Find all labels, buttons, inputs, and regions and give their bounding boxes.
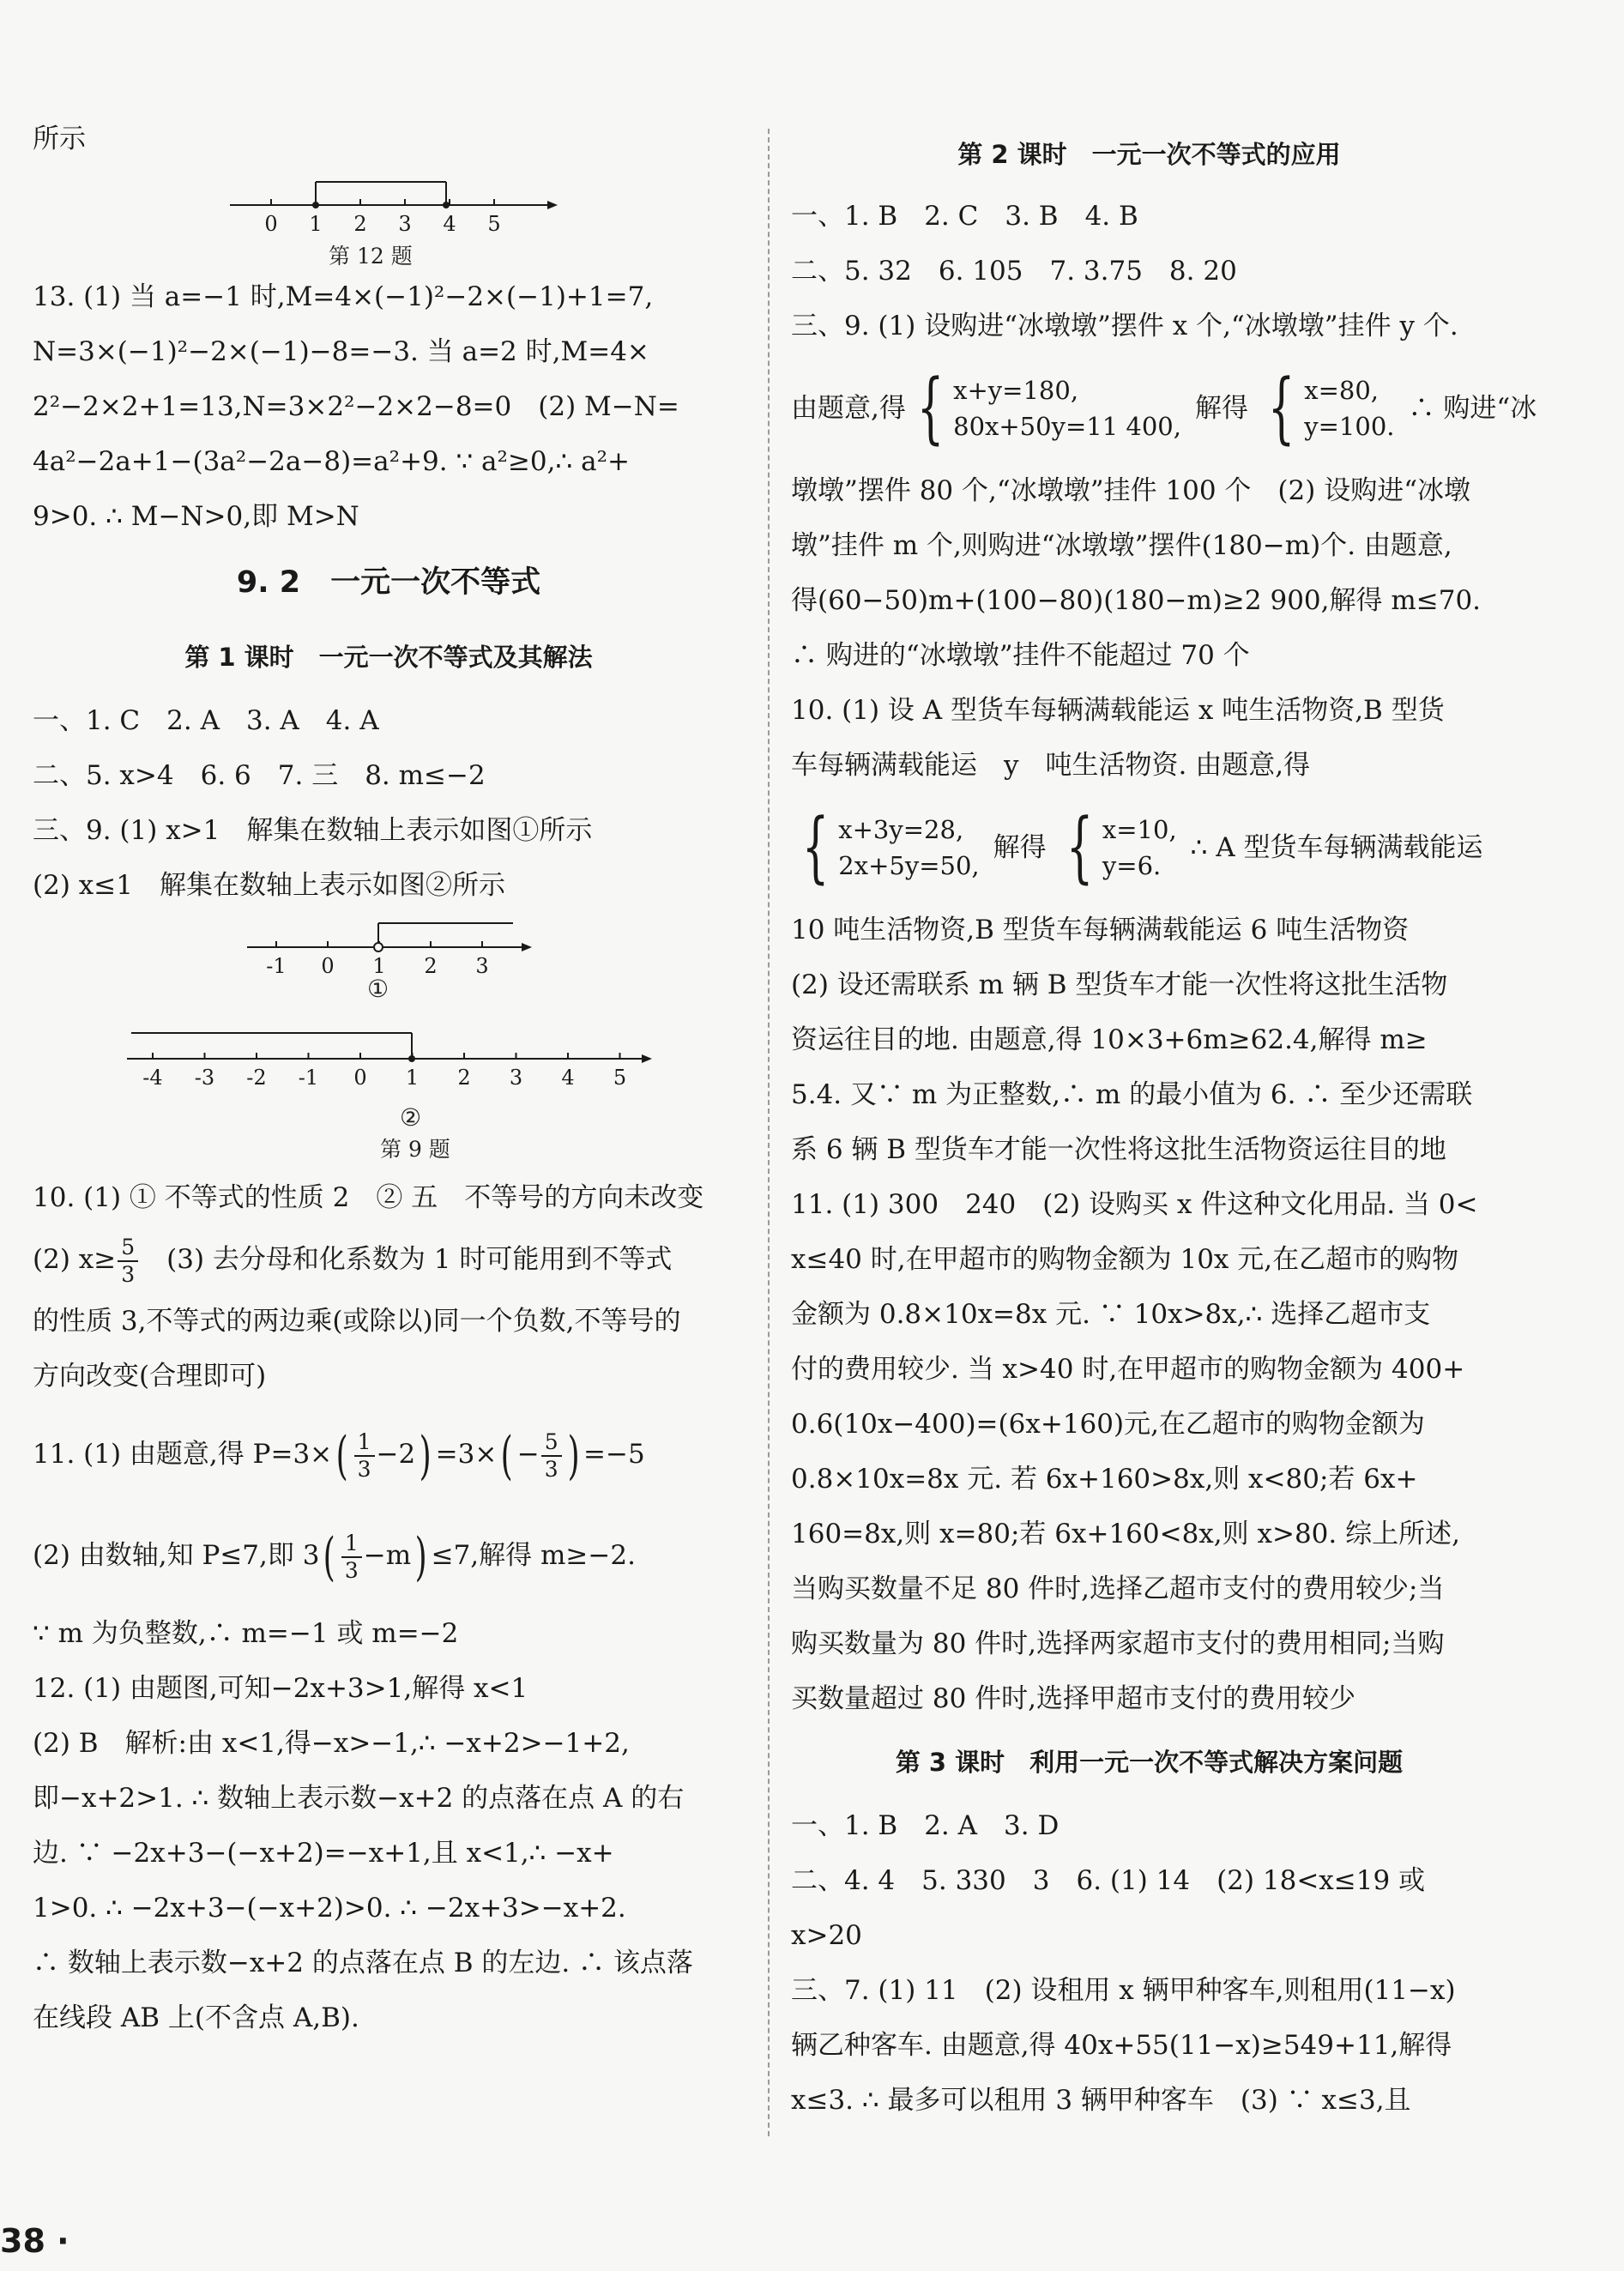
question-10-line: 10 吨生活物资,B 型货车每辆满载能运 6 吨生活物资 <box>791 915 1410 945</box>
tick-label: 0 <box>264 212 278 236</box>
question-11-line: x≤40 时,在甲超市的购物金额为 10x 元,在乙超市的购物 <box>791 1244 1459 1275</box>
answer-line: x>20 <box>791 1920 862 1951</box>
question-12-line: 1>0. ∴ −2x+3−(−x+2)>0. ∴ −2x+3>−x+2. <box>33 1893 626 1924</box>
question-11-line-2: (2) 由数轴,知 P≤7,即 3( $\frac{1}{3}$ −m) ≤7,解得 m≥−2. <box>33 1526 636 1587</box>
fraction <box>354 1429 375 1483</box>
lesson-2-title: 第 2 课时 一元一次不等式的应用 <box>957 140 1341 169</box>
q9-text: 解得 <box>1194 393 1248 424</box>
question-10-line: 车每辆满载能运 y 吨生活物资. 由题意,得 <box>791 750 1311 781</box>
lesson-1-title: 第 1 课时 一元一次不等式及其解法 <box>184 643 593 672</box>
question-12-line: 在线段 AB 上(不含点 A,B). <box>33 2002 359 2033</box>
question-10-line: 系 6 辆 B 型货车才能一次性将这批生活物资运往目的地 <box>791 1134 1446 1165</box>
question-11-line: 购买数量为 80 件时,选择两家超市支付的费用相同;当购 <box>791 1628 1445 1659</box>
question-11-line: 付的费用较少. 当 x>40 时,在甲超市的购物金额为 400+ <box>791 1354 1465 1385</box>
question-11-line: 0.8×10x=8x 元. 若 6x+160>8x,则 x<80;若 6x+ <box>791 1464 1418 1495</box>
question-13-line: 4a²−2a+1−(3a²−2a−8)=a²+9. ∵ a²≥0,∴ a²+ <box>33 446 630 477</box>
question-7 <box>791 1963 1507 2128</box>
tick-label: 1 <box>405 1066 420 1090</box>
question-11-line-3: ∵ m 为负整数,∴ m=−1 或 m=−2 <box>33 1618 459 1649</box>
equation: 80x+50y=11 400, <box>953 412 1181 441</box>
tick-label: 1 <box>372 954 386 978</box>
numerator: 5 <box>118 1235 138 1262</box>
q10-text: 解得 <box>993 832 1047 863</box>
numerator: 1 <box>341 1531 362 1558</box>
question-10-line: 5.4. 又∵ m 为正整数,∴ m 的最小值为 6. ∴ 至少还需联 <box>791 1079 1473 1110</box>
q11-text: −2 <box>376 1439 416 1470</box>
question-13-line: 2²−2×2+1=13,N=3×2²−2×2−8=0 (2) M−N= <box>33 391 679 422</box>
equation-system <box>953 372 1181 444</box>
right-column <box>791 120 1537 2128</box>
question-10-line: 资运往目的地. 由题意,得 10×3+6m≥62.4,解得 m≥ <box>791 1024 1428 1055</box>
question-11-line: 当购买数量不足 80 件时,选择乙超市支付的费用较少;当 <box>791 1573 1445 1604</box>
tick-label: 3 <box>509 1066 523 1090</box>
q10-text: (3) 去分母和化系数为 1 时可能用到不等式 <box>140 1244 673 1275</box>
question-9-line: 得(60−50)m+(100−80)(180−m)≥2 900,解得 m≤70. <box>791 585 1482 616</box>
question-13-line: 9>0. ∴ M−N>0,即 M>N <box>33 501 359 532</box>
question-9-rest <box>791 463 1507 683</box>
q11-text: ≤7,解得 m≥−2. <box>431 1540 636 1571</box>
question-12-line: (2) B 解析:由 x<1,得−x>−1,∴ −x+2>−1+2, <box>33 1728 630 1759</box>
question-11-line: 160=8x,则 x=80;若 6x+160<8x,则 x>80. 综上所述, <box>791 1519 1460 1549</box>
q11-text: (2) 由数轴,知 P≤7,即 3 <box>33 1540 320 1571</box>
q10-text: (2) x≥ <box>33 1244 117 1275</box>
answer-line: 一、1. B 2. A 3. D <box>791 1810 1060 1841</box>
equation: x=10, <box>1102 815 1177 844</box>
solution-system <box>1102 812 1177 884</box>
question-11-line: 金额为 0.8×10x=8x 元. ∵ 10x>8x,∴ 选择乙超市支 <box>791 1299 1431 1330</box>
q10-text: ∴ A 型货车每辆满载能运 <box>1190 832 1483 863</box>
tick-label: -2 <box>246 1066 267 1090</box>
q9-text: ∴ 购进“冰 <box>1408 393 1537 424</box>
answer-line: 一、1. C 2. A 3. A 4. A <box>33 705 379 736</box>
denominator: 3 <box>121 1261 136 1287</box>
denominator: 3 <box>544 1456 558 1482</box>
question-7-line: 三、7. (1) 11 (2) 设租用 x 辆甲种客车,则租用(11−x) <box>791 1975 1456 2006</box>
question-10-line-4: 方向改变(合理即可) <box>33 1361 267 1392</box>
answer-line: (2) x≤1 解集在数轴上表示如图②所示 <box>33 870 505 901</box>
fraction <box>341 1531 362 1584</box>
lesson-3-title: 第 3 课时 利用一元一次不等式解决方案问题 <box>895 1748 1404 1777</box>
question-11-line: 11. (1) 300 240 (2) 设购买 x 件这种文化用品. 当 0< <box>791 1189 1478 1220</box>
fraction <box>118 1235 138 1288</box>
answer-line: 二、5. x>4 6. 6 7. 三 8. m≤−2 <box>33 760 486 791</box>
tick-label: 2 <box>353 212 367 236</box>
tick-label: -4 <box>142 1066 163 1090</box>
tick-label: 5 <box>487 212 501 236</box>
tick-label: 4 <box>561 1066 575 1090</box>
tick-label: -3 <box>194 1066 215 1090</box>
question-10-line-2 <box>33 1225 745 1294</box>
question-12 <box>33 1661 745 2045</box>
question-7-line: 辆乙种客车. 由题意,得 40x+55(11−x)≥549+11,解得 <box>791 2030 1452 2061</box>
answer-line: 二、5. 32 6. 105 7. 3.75 8. 20 <box>791 256 1237 287</box>
number-lines-q9 <box>33 913 745 1170</box>
continued-text: 所示 <box>33 124 86 154</box>
q11-text: −m <box>363 1540 412 1571</box>
answer-line: 二、4. 4 5. 330 3 6. (1) 14 (2) 18<x≤19 或 <box>791 1865 1426 1896</box>
equation: x+y=180, <box>953 376 1079 405</box>
tick-label: 3 <box>475 954 489 978</box>
equation-system <box>838 812 979 884</box>
question-9-system: 由题意,得 { x+y=180, 80x+50y=11 400, 解得 { x=80, y=100. ∴ 购进“冰 <box>791 353 1507 463</box>
answer-line: 三、9. (1) x>1 解集在数轴上表示如图①所示 <box>33 815 593 846</box>
figure-q9-number-lines <box>33 913 745 1170</box>
numerator: 1 <box>354 1429 375 1457</box>
left-column <box>33 112 745 2045</box>
tick-label: 2 <box>424 954 438 978</box>
question-12-line: 即−x+2>1. ∴ 数轴上表示数−x+2 的点落在点 A 的右 <box>33 1783 685 1814</box>
question-10-line: 10. (1) 设 A 型货车每辆满载能运 x 吨生活物资,B 型货 <box>791 695 1445 726</box>
equation: x+3y=28, <box>838 815 964 844</box>
question-9-line: ∴ 购进的“冰墩墩”挂件不能超过 70 个 <box>791 640 1250 671</box>
question-10-system: { x+3y=28, 2x+5y=50, 解得 { x=10, y=6. ∴ A 型货车每辆满载能运 <box>791 793 1507 903</box>
tick-label: 5 <box>613 1066 627 1090</box>
question-12-line: 12. (1) 由题图,可知−2x+3>1,解得 x<1 <box>33 1673 528 1704</box>
figure-label-2: ② <box>400 1103 422 1132</box>
equation: x=80, <box>1304 376 1379 405</box>
solution-system <box>1304 372 1394 444</box>
section-title: 9. 2 一元一次不等式 <box>236 565 541 600</box>
tick-label: 1 <box>309 212 323 236</box>
tick-label: 4 <box>443 212 456 236</box>
q9-text: 由题意,得 <box>791 393 906 424</box>
q11-text: =3× <box>435 1439 498 1470</box>
figure-caption: 第 9 题 <box>380 1137 450 1162</box>
question-10-line-3: 的性质 3,不等式的两边乘(或除以)同一个负数,不等号的 <box>33 1306 681 1337</box>
tick-label: -1 <box>298 1066 319 1090</box>
tick-label: 3 <box>398 212 412 236</box>
question-13 <box>33 269 745 544</box>
tick-label: 0 <box>353 1066 367 1090</box>
tick-label: 2 <box>457 1066 471 1090</box>
column-divider <box>768 129 770 2136</box>
equation: y=6. <box>1102 851 1162 880</box>
question-10-rest <box>791 903 1507 1177</box>
question-9-line: 墩”挂件 m 个,则购进“冰墩墩”摆件(180−m)个. 由题意, <box>791 530 1452 561</box>
question-9-line: 墩墩”摆件 80 个,“冰墩墩”挂件 100 个 (2) 设购进“冰墩 <box>791 475 1471 506</box>
question-13-line: N=3×(−1)²−2×(−1)−8=−3. 当 a=2 时,M=4× <box>33 336 649 367</box>
question-10-line-1: 10. (1) ① 不等式的性质 2 ② 五 不等号的方向未改变 <box>33 1182 704 1213</box>
question-13-line: 13. (1) 当 a=−1 时,M=4×(−1)²−2×(−1)+1=7, <box>33 281 654 312</box>
question-12-line: 边. ∵ −2x+3−(−x+2)=−x+1,且 x<1,∴ −x+ <box>33 1838 614 1869</box>
question-7-line: x≤3. ∴ 最多可以租用 3 辆甲种客车 (3) ∵ x≤3,且 <box>791 2085 1411 2116</box>
figure-q12-number-line <box>33 166 745 269</box>
denominator: 3 <box>344 1557 359 1583</box>
question-11-line-1: 11. (1) 由题意,得 P=3×( $\frac{1}{3}$ −2) =3×( − $\frac{5}{3}$ ) =−5 <box>33 1425 645 1486</box>
question-10-line: (2) 设还需联系 m 辆 B 型货车才能一次性将这批生活物 <box>791 969 1448 1000</box>
numerator: 5 <box>541 1429 562 1457</box>
tick-label: -1 <box>266 954 287 978</box>
question-11-line: 0.6(10x−400)=(6x+160)元,在乙超市的购物金额为 <box>791 1409 1425 1440</box>
fraction <box>541 1429 562 1483</box>
answer-line: 一、1. B 2. C 3. B 4. B <box>791 201 1138 232</box>
answer-line: 三、9. (1) 设购进“冰墩墩”摆件 x 个,“冰墩墩”挂件 y 个. <box>791 311 1458 341</box>
figure-caption: 第 12 题 <box>329 244 413 269</box>
page-number: 38 · <box>0 2222 69 2260</box>
denominator: 3 <box>357 1456 371 1482</box>
figure-label-1: ① <box>367 975 389 1003</box>
question-11 <box>791 1177 1507 1726</box>
q11-text: 11. (1) 由题意,得 P=3× <box>33 1439 333 1470</box>
question-12-line: ∴ 数轴上表示数−x+2 的点落在点 B 的左边. ∴ 该点落 <box>33 1948 693 1978</box>
tick-label: 0 <box>321 954 335 978</box>
question-11-line: 买数量超过 80 件时,选择甲超市支付的费用较少 <box>791 1683 1356 1714</box>
q11-text: =−5 <box>583 1439 645 1470</box>
equation: y=100. <box>1304 412 1395 441</box>
equation: 2x+5y=50, <box>838 851 980 880</box>
